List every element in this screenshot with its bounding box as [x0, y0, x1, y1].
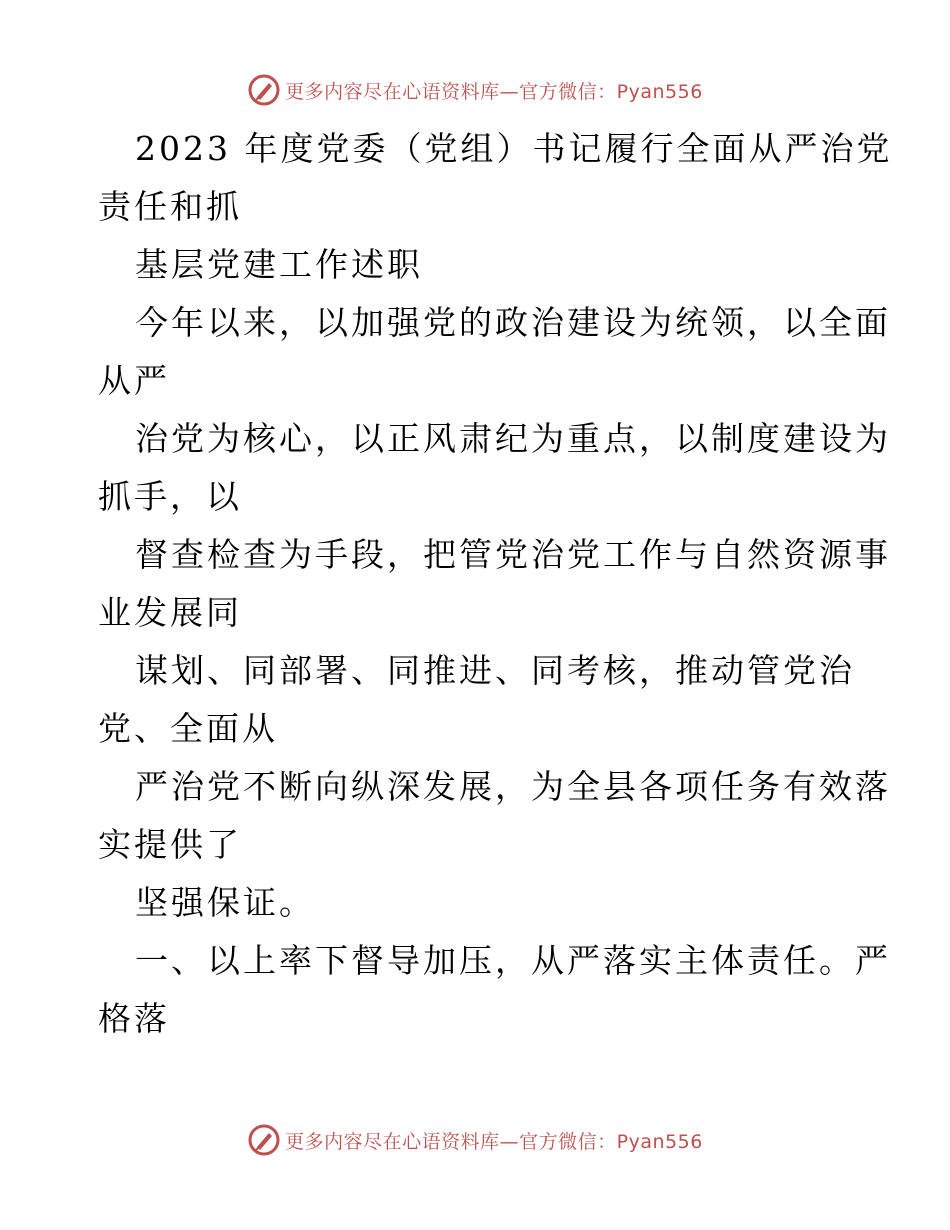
text-line: 督查检查为手段，把管党治党工作与自然资源事: [135, 535, 891, 574]
text-line: 2023 年度党委（党组）书记履行全面从严治党: [135, 129, 893, 168]
text-line: 严治党不断向纵深发展，为全县各项任务有效落: [135, 767, 891, 806]
header-watermark: [0, 70, 950, 110]
text-line: 责任和抓: [98, 187, 242, 226]
feather-pen-logo-icon: [247, 1123, 281, 1157]
watermark-text: 更多内容尽在心语资料库—官方微信：Pyan556: [285, 80, 703, 103]
footer-watermark: [0, 1120, 950, 1160]
text-line: 格落: [98, 999, 170, 1038]
text-line: 坚强保证。: [135, 883, 315, 922]
text-line: 实提供了: [98, 825, 242, 864]
text-line: 今年以来，以加强党的政治建设为统领，以全面: [135, 303, 891, 342]
text-line: 抓手，以: [98, 477, 242, 516]
feather-pen-logo-icon: [247, 73, 281, 107]
document-body: [98, 120, 893, 1048]
text-line: 从严: [98, 361, 170, 400]
watermark-text: 更多内容尽在心语资料库—官方微信：Pyan556: [285, 1130, 703, 1153]
text-line: 基层党建工作述职: [135, 245, 423, 284]
text-line: 谋划、同部署、同推进、同考核，推动管党治: [135, 651, 855, 690]
text-line: 业发展同: [98, 593, 242, 632]
text-line: 治党为核心，以正风肃纪为重点，以制度建设为: [135, 419, 891, 458]
text-line: 党、全面从: [98, 709, 278, 748]
text-line: 一、以上率下督导加压，从严落实主体责任。严: [135, 941, 891, 980]
